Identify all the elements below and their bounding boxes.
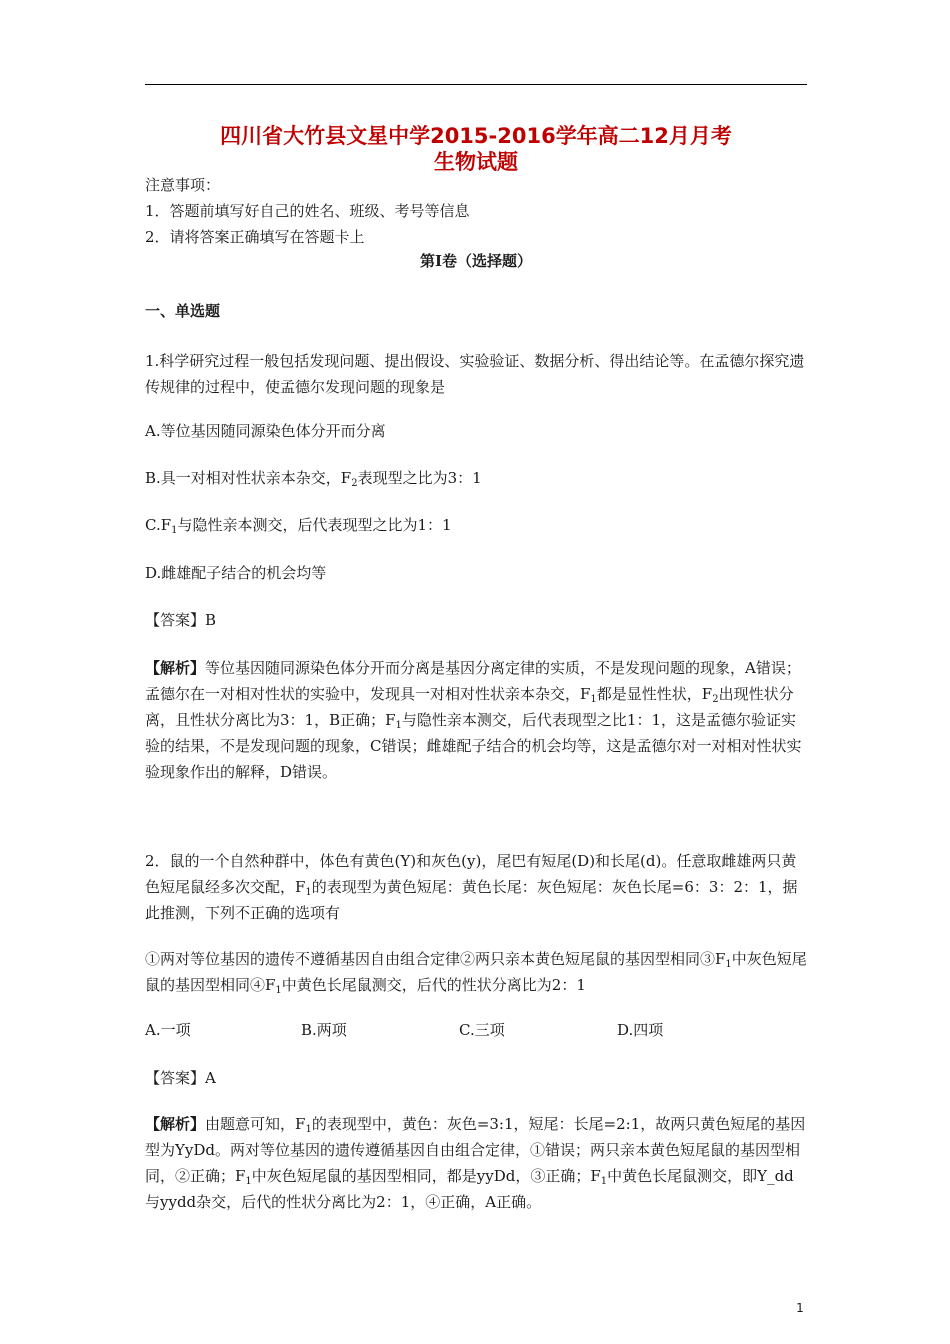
q1-answer: 【答案】B [145, 611, 217, 629]
q2-option-a: A.一项 [145, 1021, 191, 1039]
subscript: 1 [305, 1124, 312, 1135]
page-subtitle: 生物试题 [434, 150, 518, 174]
q2-stem [145, 848, 807, 926]
q2-statements-text: 中灰色短尾鼠的基因型相同④F [145, 950, 807, 994]
q1-option-c-text: C.F [145, 516, 172, 534]
notes-heading: 注意事项： [145, 176, 221, 194]
subscript: 1 [305, 887, 312, 898]
q2-analysis [145, 1111, 807, 1215]
q2-option-c: C.三项 [459, 1021, 505, 1039]
subscript: 1 [725, 959, 732, 970]
notes-item-2: 2．请将答案正确填写在答题卡上 [145, 228, 365, 246]
subscript: 1 [590, 694, 597, 705]
q1-option-b-text: 表现型之比为3：1 [357, 469, 482, 487]
q1-analysis [145, 655, 807, 785]
volume-heading: 第I卷（选择题） [419, 252, 533, 270]
header-rule [145, 84, 807, 85]
q1-option-c-text: 与隐性亲本测交，后代表现型之比为1：1 [177, 516, 452, 534]
analysis-text: 中灰色短尾鼠的基因型相同，都是yyDd，③正确；F [251, 1167, 601, 1185]
subscript: 1 [245, 1176, 252, 1187]
analysis-text: 由题意可知，F [205, 1115, 306, 1133]
q2-statements [145, 946, 807, 998]
analysis-text: 都是显性性状，F [596, 685, 713, 703]
analysis-label: 【解析】 [145, 1115, 206, 1133]
subscript: 1 [395, 720, 402, 731]
subscript: 1 [171, 525, 178, 536]
page-title: 四川省大竹县文星中学2015-2016学年高二12月月考 [220, 124, 732, 148]
q2-stem-text: 2．鼠的一个自然种群中，体色有黄色(Y)和灰色(y)，尾巴有短尾(D)和长尾(d)。任意取雌雄两只黄色短尾鼠经多次交配，F [145, 852, 797, 896]
analysis-text: 等位基因随同源染色体分开而分离是基因分离定律的实质，不是发现问题的现象，A错误；孟德尔在一对相对性状的实验中，发现具一对相对性状亲本杂交，F [145, 659, 801, 703]
subscript: 1 [275, 985, 282, 996]
q1-option-a: A.等位基因随同源染色体分开而分离 [145, 422, 386, 440]
analysis-text: 与隐性亲本测交，后代表现型之比1：1，这是孟德尔验证实验的结果，不是发现问题的现象，C错误；雌雄配子结合的机会均等，这是孟德尔对一对相对性状实验现象作出的解释，D错误。 [145, 711, 802, 781]
notes-item-1: 1．答题前填写好自己的姓名、班级、考号等信息 [145, 202, 470, 220]
q2-stem-text: 的表现型为黄色短尾：黄色长尾：灰色短尾：灰色长尾=6：3：2：1，据此推测，下列不正确的选项有 [145, 878, 798, 922]
analysis-text: 中黄色长尾鼠测交，即Y_dd与yydd杂交，后代的性状分离比为2：1，④正确，A正确。 [145, 1167, 794, 1211]
analysis-text: 出现性状分离，且性状分离比为3：1，B正确；F [145, 685, 794, 729]
q2-option-b: B.两项 [301, 1021, 347, 1039]
q1-option-c [145, 512, 807, 538]
q2-statements-text: 中黄色长尾鼠测交，后代的性状分离比为2：1 [281, 976, 586, 994]
section-heading: 一、单选题 [145, 302, 221, 320]
q1-option-b [145, 465, 807, 491]
q1-option-b-text: B.具一对相对性状亲本杂交，F [145, 469, 352, 487]
analysis-text: 的表现型中，黄色：灰色=3:1，短尾：长尾=2:1，故两只黄色短尾的基因型为YyDd。两对等位基因的遗传遵循基因自由组合定律，①错误；两只亲本黄色短尾鼠的基因型相同，②正确；F [145, 1115, 806, 1185]
page-number: 1 [796, 1301, 804, 1315]
subscript: 1 [600, 1176, 608, 1187]
q2-option-d: D.四项 [617, 1021, 664, 1039]
q1-option-d: D.雌雄配子结合的机会均等 [145, 564, 327, 582]
q1-stem: 1.科学研究过程一般包括发现问题、提出假设、实验验证、数据分析、得出结论等。在孟德尔探究遗传规律的过程中，使孟德尔发现问题的现象是 [145, 352, 805, 396]
subscript: 2 [712, 694, 719, 705]
analysis-label: 【解析】 [145, 659, 206, 677]
subscript: 2 [351, 478, 358, 489]
q2-answer: 【答案】A [145, 1069, 216, 1087]
q2-statements-text: ①两对等位基因的遗传不遵循基因自由组合定律②两只亲本黄色短尾鼠的基因型相同③F [145, 950, 726, 968]
